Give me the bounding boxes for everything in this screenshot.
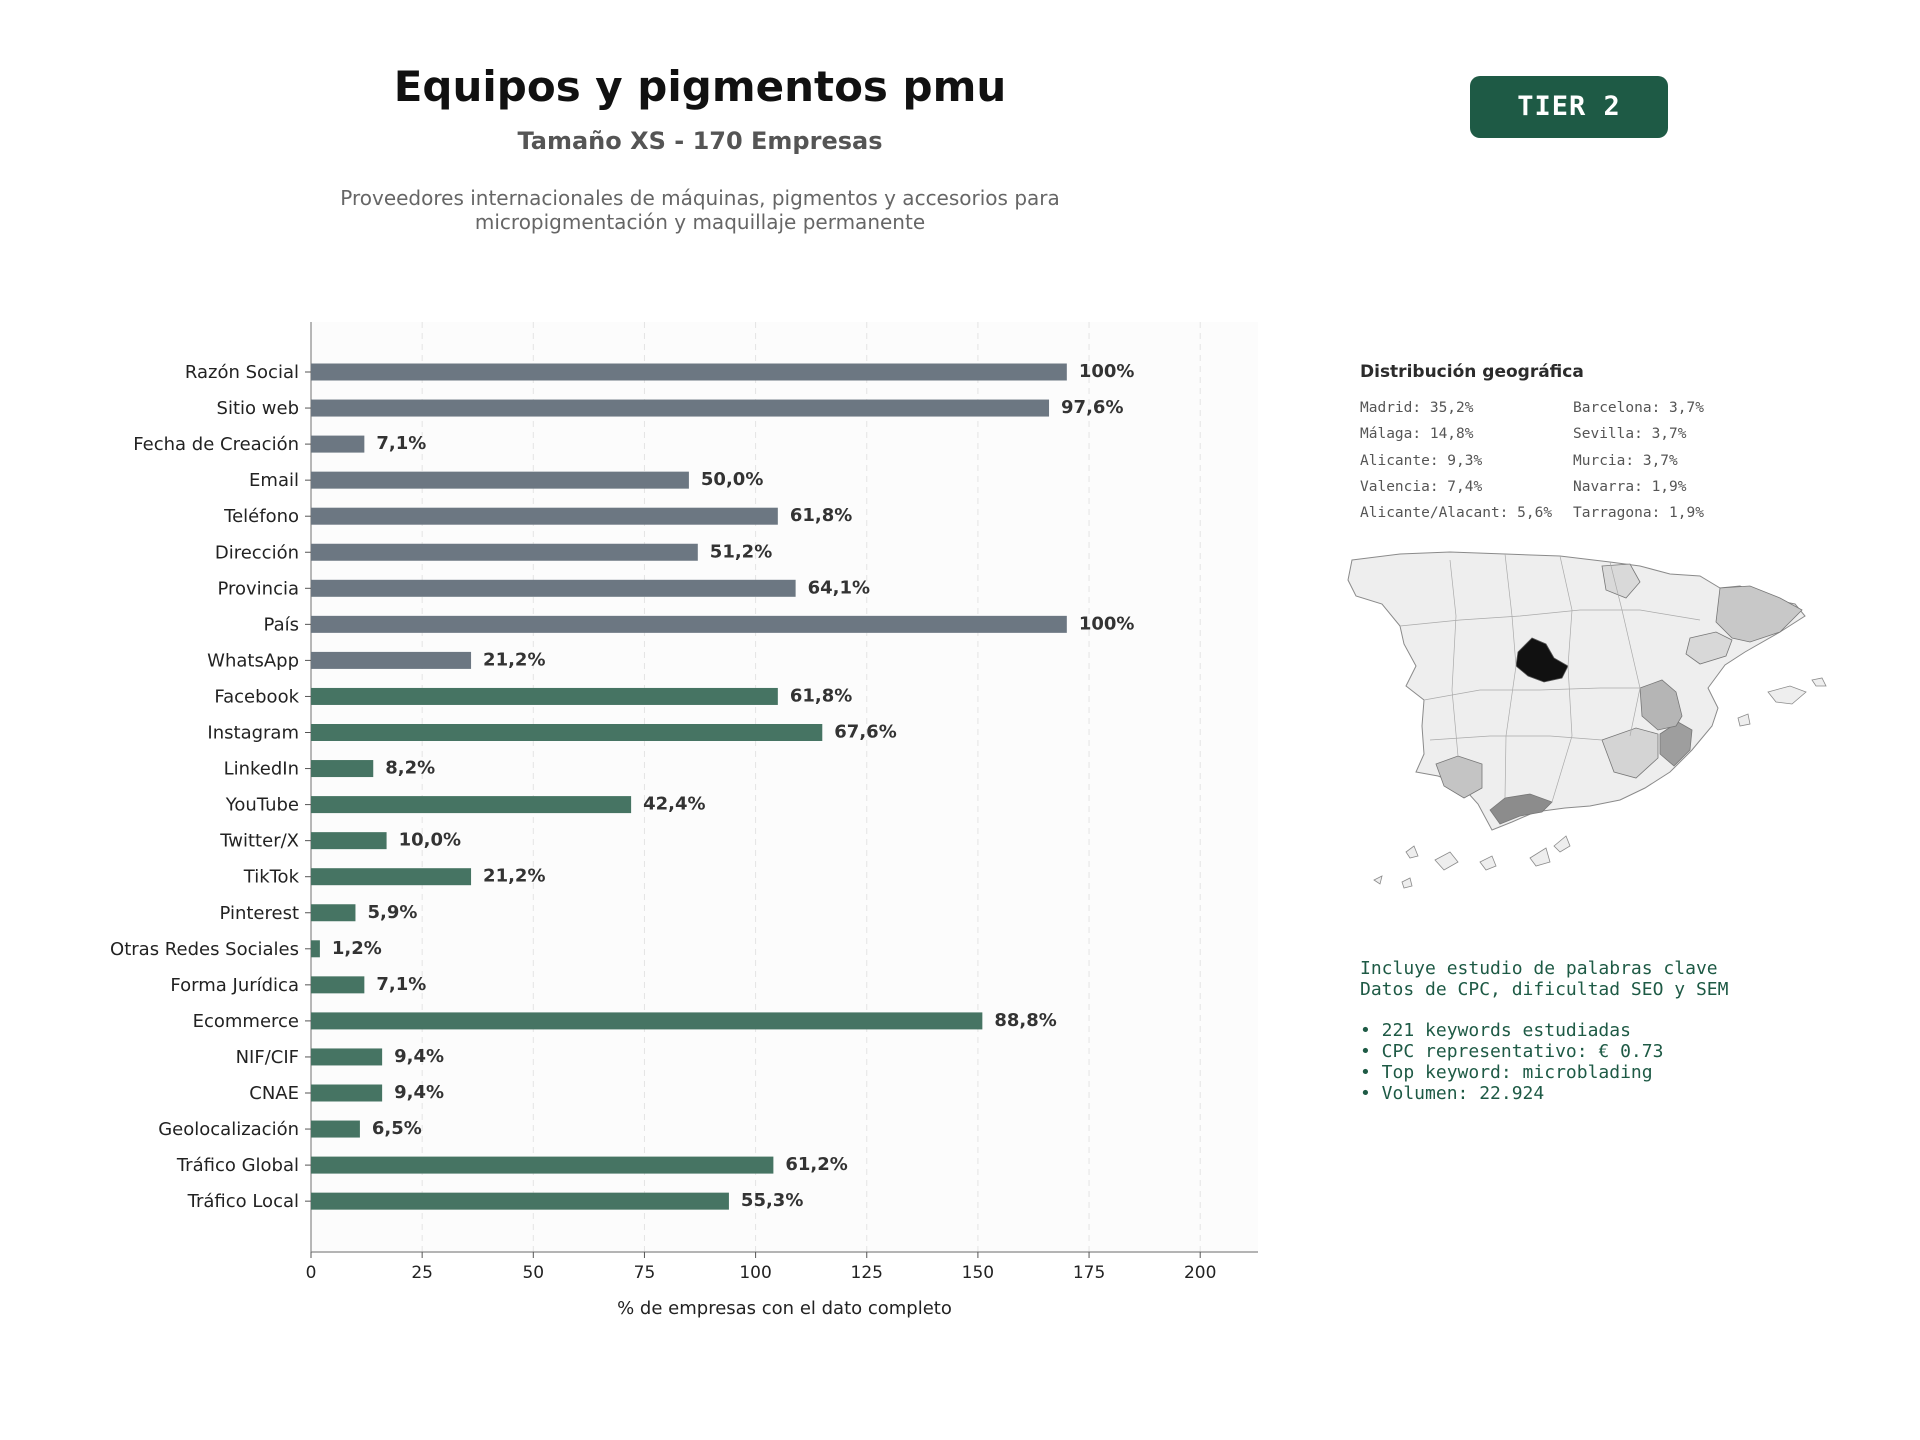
data-label: 50,0% xyxy=(700,469,764,491)
bar xyxy=(311,976,364,993)
bar xyxy=(311,796,631,813)
category-label: Geolocalización xyxy=(158,1119,299,1141)
data-label: 61,2% xyxy=(785,1154,848,1176)
bar xyxy=(311,400,1049,417)
category-label: Ecommerce xyxy=(192,1010,299,1032)
bar xyxy=(311,940,320,957)
bar xyxy=(311,616,1067,633)
geo-item: Madrid: 35,2% xyxy=(1360,400,1474,416)
category-label: Twitter/X xyxy=(220,830,299,852)
data-label: 9,4% xyxy=(394,1082,445,1103)
category-label: Provincia xyxy=(217,578,299,600)
x-tick-label: 200 xyxy=(1183,1263,1217,1283)
data-label: 61,8% xyxy=(789,685,853,707)
data-label: 9,4% xyxy=(394,1045,445,1067)
plot-area xyxy=(311,322,1258,1252)
bar xyxy=(311,1012,982,1029)
spain-map xyxy=(1340,540,1860,910)
data-label: 1,2% xyxy=(331,937,382,959)
geo-item: Alicante/Alacant: 5,6% xyxy=(1360,505,1553,522)
category-label: Facebook xyxy=(214,686,299,708)
geo-list-left xyxy=(1360,398,1552,529)
data-label: 67,6% xyxy=(834,721,897,743)
bar xyxy=(311,688,778,705)
data-label: 97,6% xyxy=(1061,397,1124,419)
keywords-panel xyxy=(1360,958,1728,1104)
bar xyxy=(311,544,698,561)
category-label: YouTube xyxy=(225,794,299,816)
category-label: NIF/CIF xyxy=(235,1046,299,1068)
x-tick-label: 150 xyxy=(961,1263,995,1283)
data-label: 10,0% xyxy=(398,829,462,851)
page-title: Equipos y pigmentos pmu xyxy=(393,62,1007,111)
tier-badge: TIER 2 xyxy=(1470,76,1668,138)
map-region-catalonia xyxy=(1716,586,1802,642)
bar xyxy=(311,724,822,741)
bar xyxy=(311,760,373,777)
bar xyxy=(311,436,364,453)
map-canary-islands xyxy=(1374,836,1570,888)
bar xyxy=(311,832,387,849)
category-label: Tráfico Global xyxy=(176,1155,299,1177)
data-label: 8,2% xyxy=(385,757,436,779)
category-label: Otras Redes Sociales xyxy=(110,938,299,960)
bar xyxy=(311,1121,360,1138)
category-label: Razón Social xyxy=(184,362,299,383)
category-label: Fecha de Creación xyxy=(133,434,299,456)
bar xyxy=(311,508,778,525)
geo-item: Tarragona: 1,9% xyxy=(1573,505,1704,522)
data-label: 64,1% xyxy=(807,577,871,599)
keywords-bullet: • CPC representativo: € 0.73 xyxy=(1360,1041,1664,1062)
keywords-line-2: Datos de CPC, dificultad SEO y SEM xyxy=(1360,979,1729,1000)
category-label: Teléfono xyxy=(224,506,299,528)
description-line-1: Proveedores internacionales de máquinas, pigmentos y accesorios para xyxy=(340,186,1060,210)
data-label: 5,9% xyxy=(367,901,418,923)
category-label: LinkedIn xyxy=(223,758,299,780)
category-label: WhatsApp xyxy=(207,650,299,672)
x-tick-label: 175 xyxy=(1072,1263,1106,1283)
geo-item: Barcelona: 3,7% xyxy=(1573,400,1704,416)
geo-item: Navarra: 1,9% xyxy=(1573,478,1687,495)
data-label: 61,8% xyxy=(789,505,853,527)
category-label: Dirección xyxy=(214,542,299,564)
data-label: 7,1% xyxy=(376,433,427,455)
data-label: 7,1% xyxy=(376,973,427,995)
category-label: Email xyxy=(249,470,299,492)
x-tick-label: 75 xyxy=(633,1263,656,1283)
category-label: Sitio web xyxy=(216,398,299,420)
bar xyxy=(311,652,471,669)
geo-item: Alicante: 9,3% xyxy=(1360,452,1483,469)
geo-item: Murcia: 3,7% xyxy=(1573,452,1678,469)
keywords-bullet: • Volumen: 22.924 xyxy=(1360,1083,1545,1104)
x-tick-label: 0 xyxy=(305,1263,317,1283)
bar xyxy=(311,868,471,885)
geo-title: Distribución geográfica xyxy=(1360,362,1584,382)
category-label: Instagram xyxy=(207,722,299,744)
data-label: 42,4% xyxy=(643,793,706,815)
x-tick-label: 100 xyxy=(739,1263,772,1283)
data-label: 21,2% xyxy=(483,649,546,671)
x-tick-label: 50 xyxy=(522,1263,545,1283)
data-label: 51,2% xyxy=(709,541,773,563)
geo-list-right xyxy=(1573,398,1704,529)
category-label: CNAE xyxy=(249,1083,299,1104)
bar xyxy=(311,364,1067,381)
bar xyxy=(311,1048,382,1065)
data-label: 100% xyxy=(1078,361,1135,382)
map-balearic-islands xyxy=(1738,678,1826,726)
data-label: 6,5% xyxy=(371,1118,422,1140)
category-label: Tráfico Local xyxy=(187,1191,299,1213)
bar xyxy=(311,904,355,921)
description-line-2: micropigmentación y maquillaje permanente xyxy=(474,210,926,234)
x-axis-title: % de empresas con el dato completo xyxy=(617,1298,952,1319)
map-region-sevilla xyxy=(1436,756,1482,798)
keywords-line-1: Incluye estudio de palabras clave xyxy=(1360,958,1718,979)
geo-item: Sevilla: 3,7% xyxy=(1573,426,1687,443)
data-label: 55,3% xyxy=(740,1190,804,1212)
geo-item: Málaga: 14,8% xyxy=(1360,426,1474,443)
bar xyxy=(311,1193,729,1210)
keywords-bullet: • 221 keywords estudiadas xyxy=(1360,1020,1631,1041)
x-tick-label: 25 xyxy=(411,1263,433,1283)
bar xyxy=(311,1085,382,1102)
bar xyxy=(311,472,689,489)
category-label: TikTok xyxy=(243,866,299,888)
geo-item: Valencia: 7,4% xyxy=(1360,478,1483,495)
category-label: Pinterest xyxy=(219,902,299,924)
category-label: Forma Jurídica xyxy=(170,974,299,996)
bar xyxy=(311,1157,773,1174)
data-label: 100% xyxy=(1078,613,1135,635)
x-tick-label: 125 xyxy=(850,1263,883,1283)
bar xyxy=(311,580,796,597)
keywords-bullet: • Top keyword: microblading xyxy=(1360,1062,1653,1083)
category-label: País xyxy=(263,614,299,636)
page-subtitle: Tamaño XS - 170 Empresas xyxy=(517,127,883,155)
data-label: 21,2% xyxy=(483,865,546,887)
data-label: 88,8% xyxy=(994,1009,1057,1031)
